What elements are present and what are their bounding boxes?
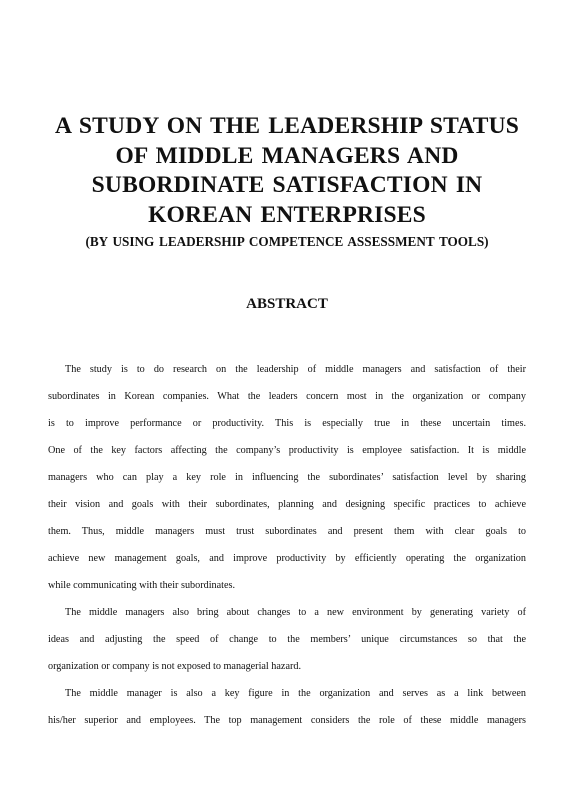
body-line: subordinates in Korean companies. What the leaders concern most in the organization or company [48,391,526,402]
body-line: One of the key factors affecting the company’s productivity is employee satisfaction. It is middle [48,445,526,456]
abstract-body [48,356,526,734]
body-line: managers who can play a key role in influencing the subordinates’ satisfaction level by sharing [48,472,526,483]
body-line: their vision and goals with their subordinates, planning and designing specific practices to achieve [48,499,526,510]
body-line: The study is to do research on the leadership of middle managers and satisfaction of their [65,364,526,375]
body-line: while communicating with their subordinates. [48,580,236,591]
paper-subtitle: (BY USING LEADERSHIP COMPETENCE ASSESSMENT TOOLS) [85,234,489,249]
body-line: his/her superior and employees. The top management considers the role of these middle managers [48,715,526,726]
body-line: achieve new management goals, and improve productivity by efficiently operating the organization [48,553,526,564]
body-line: organization or company is not exposed to managerial hazard. [48,661,302,672]
abstract-heading: ABSTRACT [246,296,328,312]
title-line: SUBORDINATE SATISFACTION IN [91,172,483,198]
body-line: The middle manager is also a key figure in the organization and serves as a link between [65,688,526,699]
title-line: OF MIDDLE MANAGERS AND [115,142,459,169]
title-line: A STUDY ON THE LEADERSHIP STATUS [54,113,520,139]
body-line: them. Thus, middle managers must trust subordinates and present them with clear goals to [48,526,526,537]
paper-title [0,112,574,230]
title-line: KOREAN ENTERPRISES [148,201,426,228]
body-line: The middle managers also bring about changes to a new environment by generating variety of [65,607,526,618]
body-line: is to improve performance or productivity. This is especially true in these uncertain times. [48,418,526,429]
body-line: ideas and adjusting the speed of change to the members’ unique circumstances so that the [48,634,526,645]
